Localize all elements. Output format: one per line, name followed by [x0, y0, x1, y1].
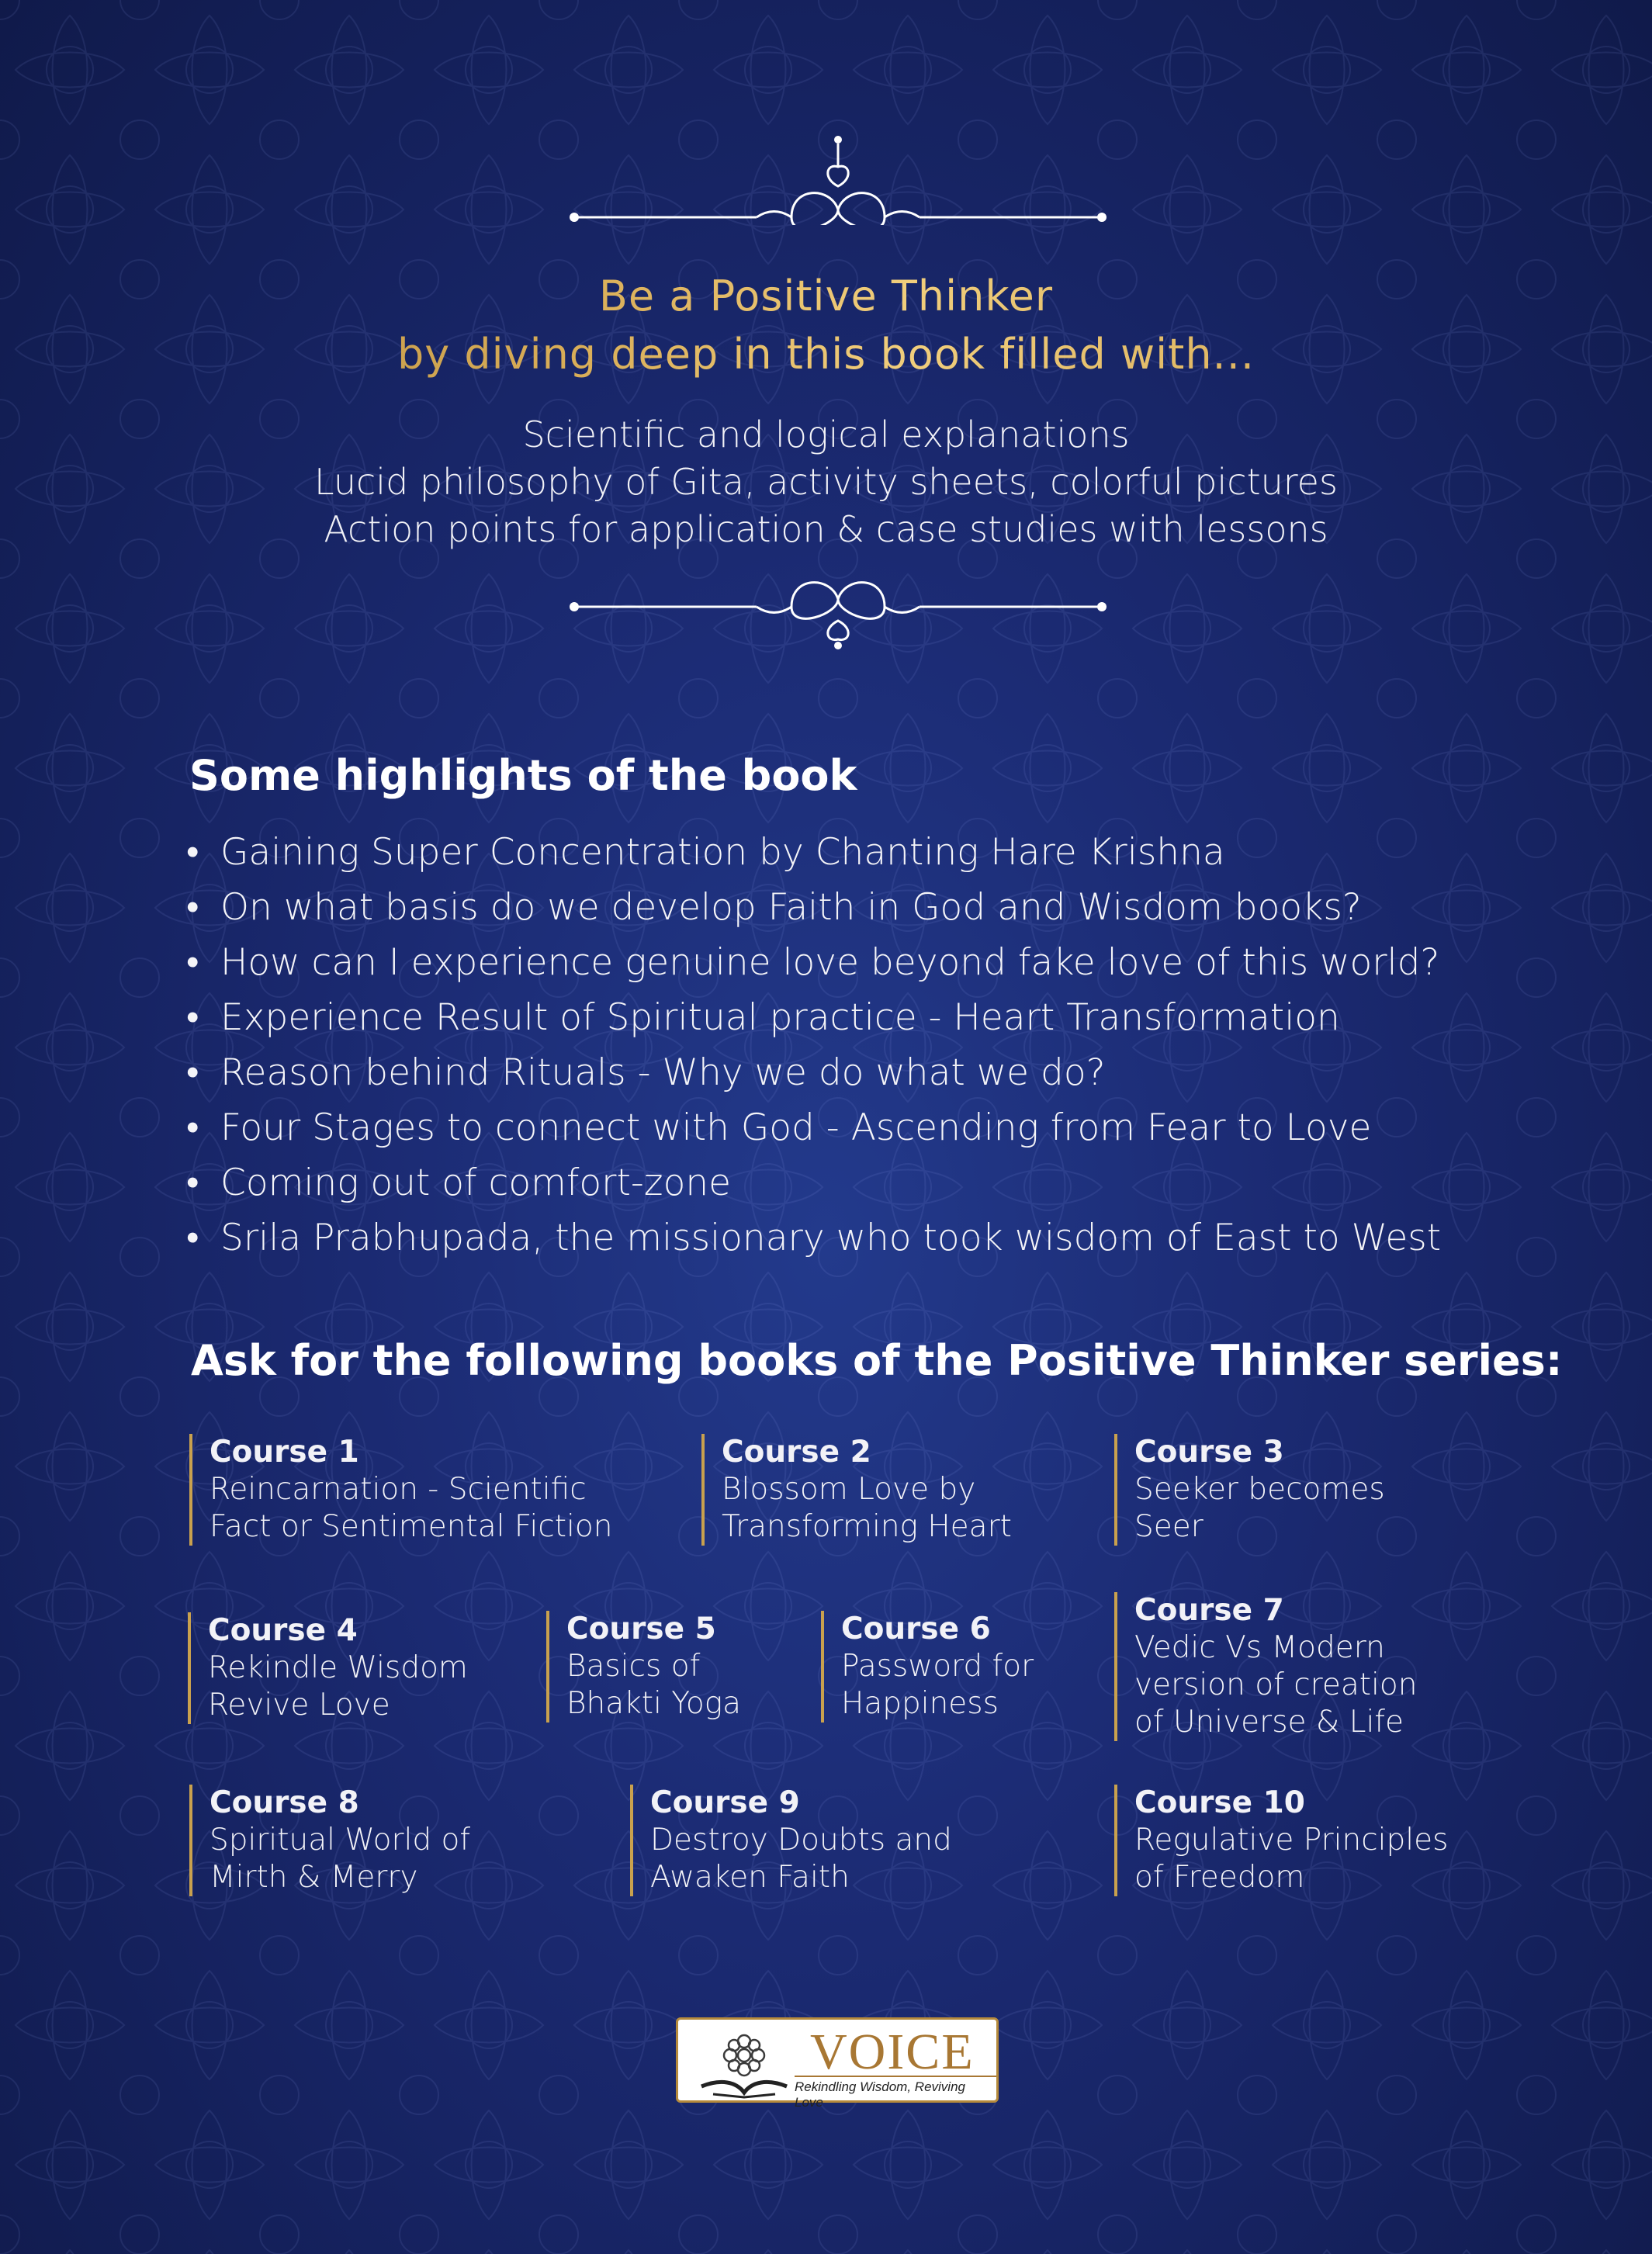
- course-card-3: [1114, 1434, 1385, 1546]
- course-number: Course 6: [841, 1612, 991, 1646]
- features-list: [0, 411, 1652, 553]
- course-card-9: [630, 1785, 952, 1896]
- headline-line-1: Be a Positive Thinker: [0, 272, 1652, 320]
- highlight-text: On what basis do we develop Faith in God and Wisdom books?: [220, 886, 1362, 929]
- course-title: Spiritual World of Mirth & Merry: [210, 1823, 471, 1895]
- top-ornament: [559, 132, 1117, 225]
- voice-logo: [676, 2017, 999, 2110]
- course-card-5: [546, 1611, 741, 1723]
- list-item: [186, 990, 1441, 1045]
- course-card-10: [1114, 1785, 1448, 1896]
- list-item: [186, 1100, 1441, 1155]
- highlights-title: Some highlights of the book: [189, 751, 857, 800]
- bullet-icon: •: [186, 1051, 199, 1094]
- course-number: Course 2: [722, 1435, 871, 1470]
- highlight-text: Coming out of comfort-zone: [220, 1162, 732, 1204]
- highlights-list: [186, 825, 1441, 1265]
- course-title: Destroy Doubts and Awaken Faith: [650, 1823, 952, 1895]
- course-card-8: [189, 1785, 470, 1896]
- course-number: Course 10: [1134, 1785, 1305, 1820]
- highlight-text: Reason behind Rituals - Why we do what we do?: [220, 1051, 1106, 1094]
- bullet-icon: •: [186, 1217, 199, 1259]
- highlight-text: Gaining Super Concentration by Chanting Hare Krishna: [220, 831, 1225, 874]
- logo-tagline: Rekindling Wisdom, Reviving Love: [795, 2076, 996, 2110]
- course-title: Blossom Love by Transforming Heart: [722, 1472, 1012, 1544]
- highlight-text: Experience Result of Spiritual practice - Heart Transformation: [220, 996, 1340, 1039]
- course-number: Course 7: [1134, 1593, 1284, 1628]
- course-title: Seeker becomes Seer: [1134, 1472, 1385, 1544]
- bullet-icon: •: [186, 831, 199, 874]
- logo-name: VOICE: [810, 2024, 975, 2080]
- course-card-1: [189, 1434, 612, 1546]
- course-number: Course 3: [1134, 1435, 1284, 1470]
- course-title: Reincarnation - Scientific Fact or Sentimental Fiction: [210, 1472, 613, 1544]
- course-title: Rekindle Wisdom Revive Love: [208, 1650, 468, 1723]
- list-item: [186, 935, 1441, 990]
- list-item: [186, 1155, 1441, 1210]
- bullet-icon: •: [186, 1106, 199, 1149]
- headline-line-2: by diving deep in this book filled with...: [0, 330, 1652, 379]
- bullet-icon: •: [186, 941, 199, 984]
- course-number: Course 5: [566, 1612, 716, 1646]
- course-title: Password for Happiness: [841, 1649, 1034, 1721]
- bullet-icon: •: [186, 886, 199, 929]
- course-number: Course 4: [208, 1613, 358, 1648]
- series-title: Ask for the following books of the Positive Thinker series:: [191, 1336, 1563, 1385]
- bullet-icon: •: [186, 1162, 199, 1204]
- course-card-2: [701, 1434, 1012, 1546]
- middle-ornament: [559, 559, 1117, 652]
- highlight-text: Four Stages to connect with God - Ascending from Fear to Love: [220, 1106, 1372, 1149]
- course-number: Course 8: [210, 1785, 359, 1820]
- highlight-text: How can I experience genuine love beyond fake love of this world?: [220, 941, 1440, 984]
- feature-item: Action points for application & case studies with lessons: [324, 508, 1328, 550]
- course-card-7: [1114, 1592, 1417, 1741]
- course-number: Course 1: [210, 1435, 359, 1470]
- bullet-icon: •: [186, 996, 199, 1039]
- list-item: [186, 1210, 1441, 1265]
- list-item: [186, 825, 1441, 880]
- highlight-text: Srila Prabhupada, the missionary who took wisdom of East to West: [220, 1217, 1442, 1259]
- course-number: Course 9: [650, 1785, 800, 1820]
- list-item: [186, 880, 1441, 935]
- course-title: Vedic Vs Modern version of creation of Universe & Life: [1134, 1630, 1418, 1740]
- feature-item: Lucid philosophy of Gita, activity sheets, colorful pictures: [314, 461, 1338, 503]
- course-title: Regulative Principles of Freedom: [1134, 1823, 1449, 1895]
- list-item: [186, 1045, 1441, 1100]
- course-title: Basics of Bhakti Yoga: [566, 1649, 742, 1721]
- mandala-book-icon: [694, 2026, 795, 2100]
- course-card-6: [821, 1611, 1034, 1723]
- feature-item: Scientific and logical explanations: [522, 414, 1130, 455]
- course-card-4: [188, 1612, 468, 1724]
